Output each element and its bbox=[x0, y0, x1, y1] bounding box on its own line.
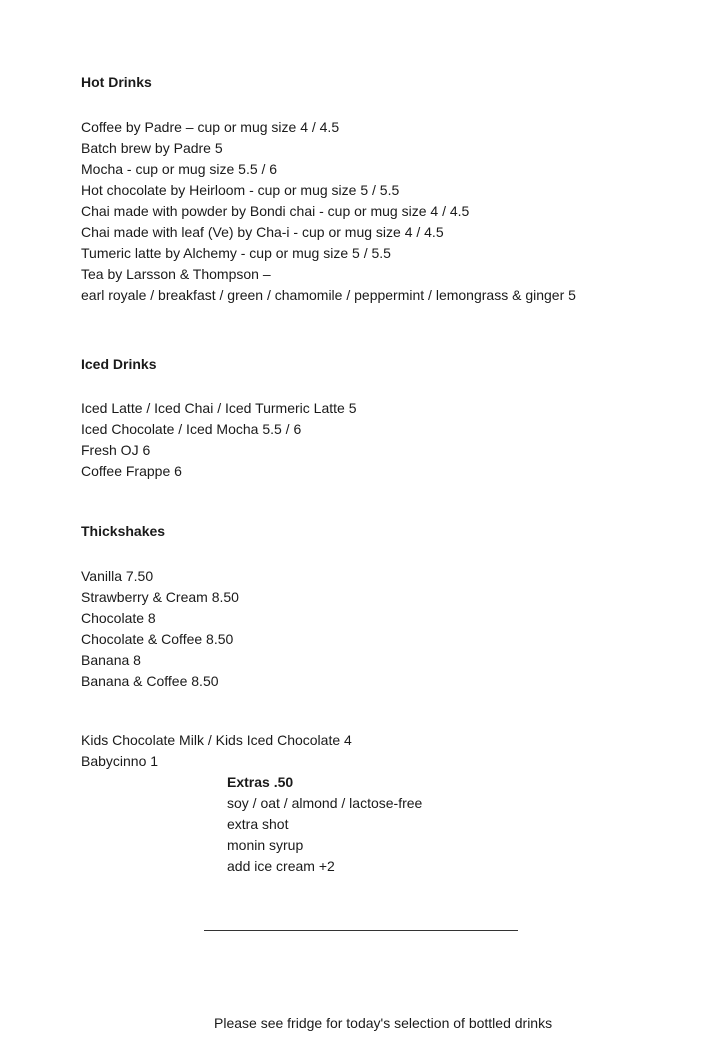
menu-item: Banana 8 bbox=[81, 652, 141, 668]
menu-item: Kids Chocolate Milk / Kids Iced Chocolate 4 bbox=[81, 732, 352, 748]
menu-item: Iced Latte / Iced Chai / Iced Turmeric Latte 5 bbox=[81, 400, 357, 416]
menu-item: Tumeric latte by Alchemy - cup or mug size 5 / 5.5 bbox=[81, 245, 391, 261]
kids-section bbox=[81, 730, 352, 772]
menu-item: Coffee by Padre – cup or mug size 4 / 4.5 bbox=[81, 119, 340, 135]
hot-drinks-section bbox=[81, 72, 576, 306]
menu-item: Iced Chocolate / Iced Mocha 5.5 / 6 bbox=[81, 421, 302, 437]
kids-list bbox=[81, 730, 352, 772]
menu-item: Fresh OJ 6 bbox=[81, 442, 151, 458]
extras-section bbox=[227, 772, 422, 877]
menu-item: Banana & Coffee 8.50 bbox=[81, 673, 219, 689]
thickshakes-section bbox=[81, 521, 239, 692]
extras-item: soy / oat / almond / lactose-free bbox=[227, 795, 423, 811]
menu-item: Strawberry & Cream 8.50 bbox=[81, 589, 239, 605]
menu-item: Chocolate & Coffee 8.50 bbox=[81, 631, 234, 647]
extras-item: extra shot bbox=[227, 816, 289, 832]
menu-item: Tea by Larsson & Thompson – bbox=[81, 266, 271, 282]
menu-item: Mocha - cup or mug size 5.5 / 6 bbox=[81, 161, 278, 177]
hot-drinks-list bbox=[81, 117, 576, 306]
iced-drinks-list bbox=[81, 398, 356, 482]
extras-item: monin syrup bbox=[227, 837, 304, 853]
thickshakes-list bbox=[81, 566, 239, 692]
extras-list bbox=[227, 772, 422, 877]
iced-drinks-section bbox=[81, 354, 356, 482]
menu-item: Coffee Frappe 6 bbox=[81, 463, 182, 479]
iced-drinks-heading: Iced Drinks bbox=[81, 356, 157, 372]
menu-item: earl royale / breakfast / green / chamomile / peppermint / lemongrass & ginger 5 bbox=[81, 287, 576, 303]
hot-drinks-heading: Hot Drinks bbox=[81, 74, 152, 90]
footer-note: Please see fridge for today's selection of bottled drinks bbox=[214, 1015, 553, 1031]
menu-item: Hot chocolate by Heirloom - cup or mug size 5 / 5.5 bbox=[81, 182, 400, 198]
extras-item: add ice cream +2 bbox=[227, 858, 335, 874]
menu-item: Vanilla 7.50 bbox=[81, 568, 154, 584]
extras-title: Extras .50 bbox=[227, 774, 294, 790]
menu-item: Chai made with leaf (Ve) by Cha-i - cup or mug size 4 / 4.5 bbox=[81, 224, 444, 240]
menu-item: Chocolate 8 bbox=[81, 610, 156, 626]
menu-item: Batch brew by Padre 5 bbox=[81, 140, 223, 156]
thickshakes-heading: Thickshakes bbox=[81, 523, 166, 539]
menu-item: Babycinno 1 bbox=[81, 753, 159, 769]
menu-item: Chai made with powder by Bondi chai - cup or mug size 4 / 4.5 bbox=[81, 203, 470, 219]
divider-line bbox=[204, 930, 518, 931]
